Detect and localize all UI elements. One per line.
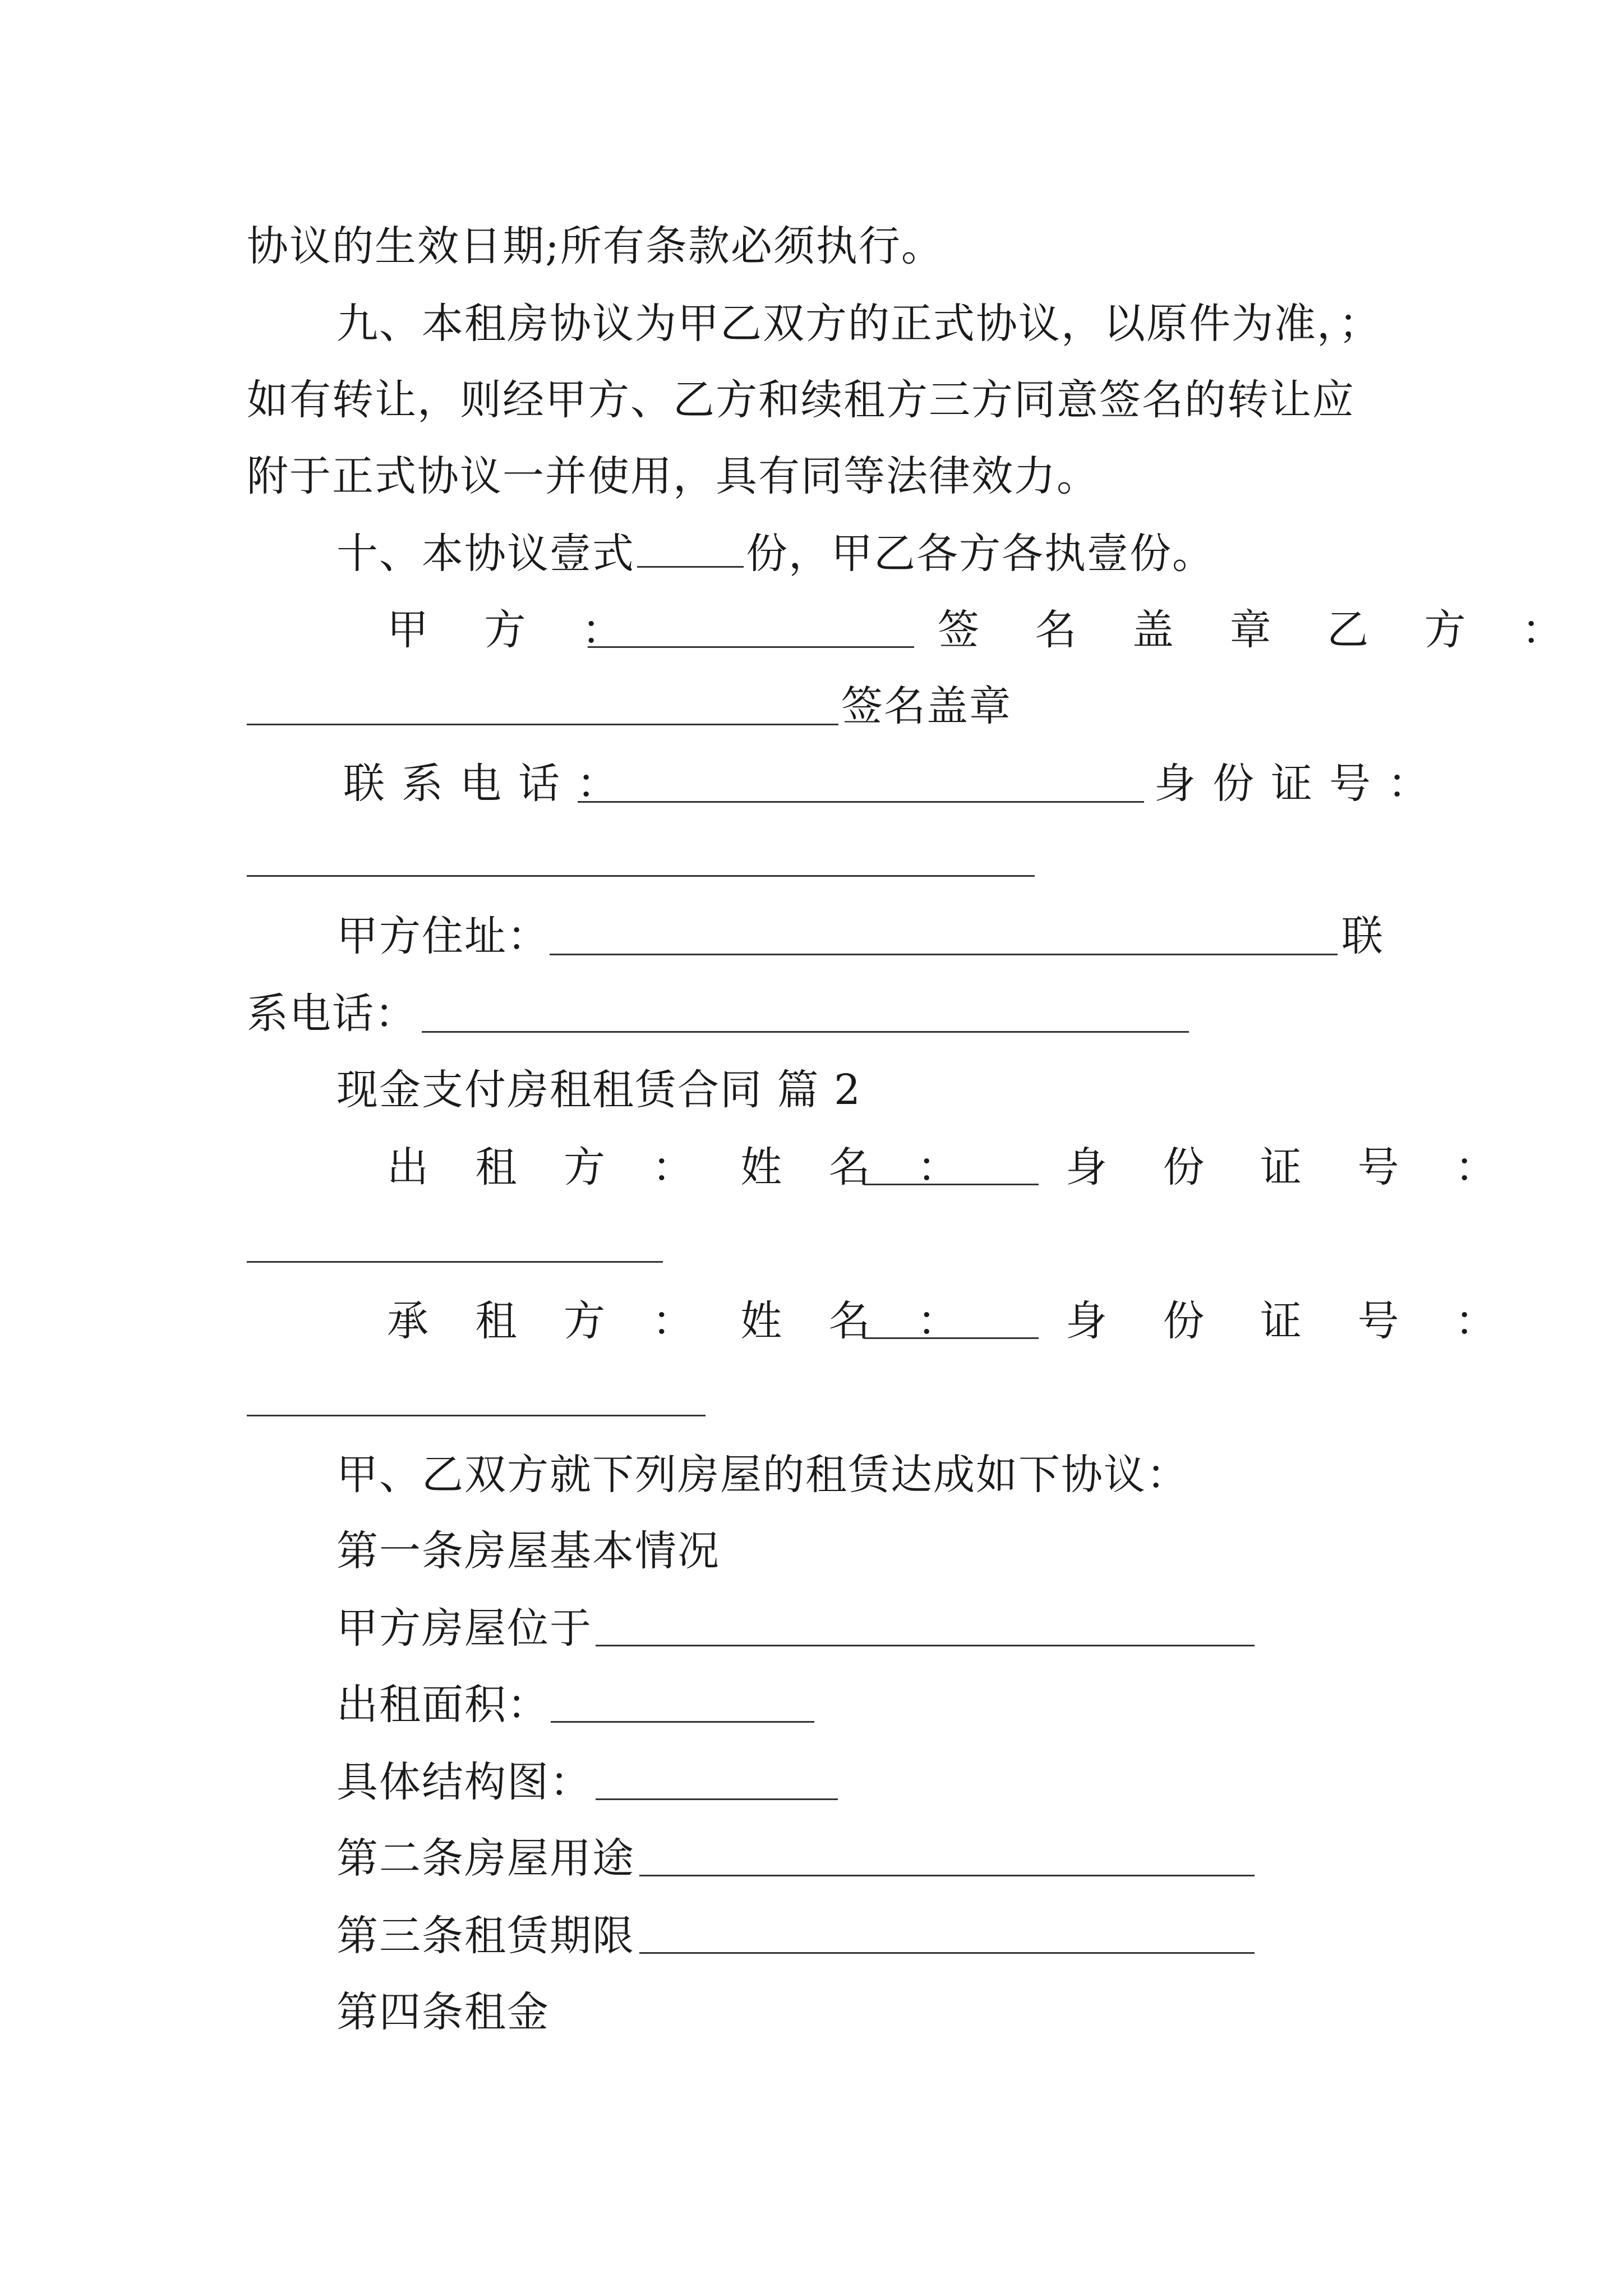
party-a-signature-label: 甲 方 ： bbox=[387, 606, 645, 654]
lessor-id-label: 身 份 证 号 ： bbox=[1066, 1143, 1518, 1191]
id-number-label: 身份证号： bbox=[1154, 760, 1446, 808]
article-four-title: 第四条租金 bbox=[336, 1988, 550, 2036]
article-one-title: 第一条房屋基本情况 bbox=[336, 1527, 720, 1575]
phone-blank bbox=[578, 801, 1144, 803]
clause-nine-line-2: 如有转让，则经甲方、乙方和续租方三方同意签名的转让应 bbox=[247, 376, 1355, 424]
address-blank bbox=[550, 954, 1338, 955]
rental-area-label: 出租面积： bbox=[336, 1681, 550, 1729]
clause-ten-prefix: 十、本协议壹式 bbox=[336, 530, 635, 578]
article-two-title: 第二条房屋用途 bbox=[336, 1834, 635, 1883]
lessee-id-label: 身 份 证 号 ： bbox=[1066, 1297, 1518, 1345]
structure-diagram-blank bbox=[596, 1798, 838, 1800]
house-location-label: 甲方房屋位于 bbox=[336, 1604, 592, 1653]
clause-ten-line bbox=[336, 530, 1215, 578]
phone-label: 联系电话： bbox=[343, 760, 635, 808]
phone-label-wrap-start: 联 bbox=[1341, 912, 1384, 960]
clause-nine-line-3: 附于正式协议一并使用，具有同等法律效力。 bbox=[247, 452, 1099, 500]
lessee-name-label: 承 租 方 ： 姓 名 ： bbox=[387, 1297, 976, 1345]
lease-term-blank bbox=[639, 1952, 1255, 1954]
lessor-name-blank bbox=[864, 1184, 1039, 1185]
seal-label: 签名盖章 bbox=[841, 682, 1012, 730]
text-line-effective-date: 协议的生效日期;所有条款必须执行。 bbox=[247, 222, 944, 270]
house-location-blank bbox=[596, 1645, 1255, 1646]
agreement-intro: 甲、乙双方就下列房屋的租赁达成如下协议： bbox=[336, 1451, 1189, 1499]
party-b-signature-label: 签 名 盖 章 乙 方 ： bbox=[938, 606, 1585, 654]
structure-diagram-label: 具体结构图： bbox=[336, 1758, 592, 1806]
id-number-blank bbox=[247, 875, 1035, 877]
rental-area-blank bbox=[551, 1721, 814, 1723]
clause-nine-line-1: 九、本租房协议为甲乙双方的正式协议，以原件为准，； bbox=[336, 300, 1381, 348]
lessor-name-label: 出 租 方 ： 姓 名 ： bbox=[387, 1143, 976, 1191]
clause-ten-suffix: 份，甲乙各方各执壹份。 bbox=[746, 530, 1215, 578]
second-phone-blank bbox=[422, 1031, 1189, 1033]
contract-section-title: 现金支付房租租赁合同 篇 2 bbox=[336, 1066, 862, 1114]
party-b-name-blank bbox=[247, 724, 838, 725]
copies-blank bbox=[637, 566, 744, 568]
address-label: 甲方住址： bbox=[336, 912, 550, 960]
house-use-blank bbox=[639, 1875, 1255, 1876]
phone-label-wrap-end: 系电话： bbox=[247, 990, 417, 1038]
lessor-id-blank bbox=[247, 1261, 663, 1263]
lessee-id-blank bbox=[247, 1415, 706, 1416]
party-a-name-blank bbox=[588, 646, 914, 648]
article-three-title: 第三条租赁期限 bbox=[336, 1912, 635, 1960]
lessee-name-blank bbox=[864, 1337, 1039, 1339]
